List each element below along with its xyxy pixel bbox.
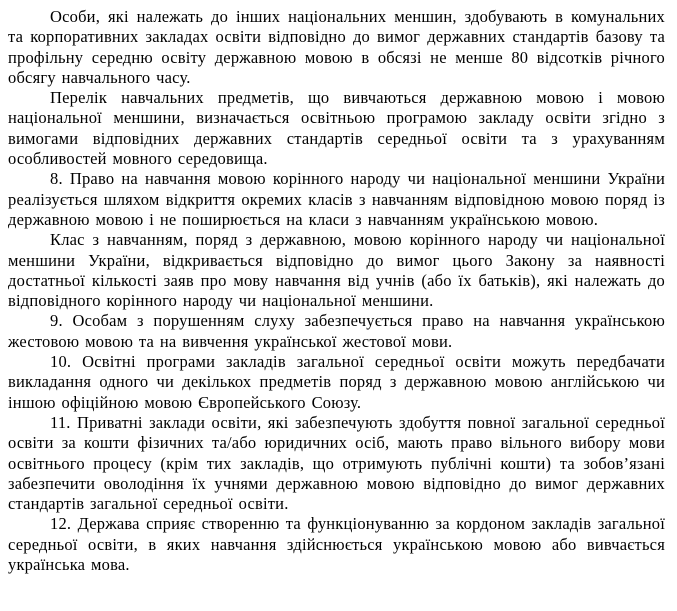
paragraph-class-opening: Клас з навчанням, поряд з державною, мовою корінного народу чи національної меншини України, відкривається відповідно до вимог цього Закону за наявності достатньої кількості заяв про мову навчання від учнів (або їх батьків), які належать до відповідного корінного народу чи національної меншини.: [8, 230, 665, 311]
paragraph-item-11: 11. Приватні заклади освіти, які забезпечують здобуття повної загальної середньої освіти за кошти фізичних та/або юридичних осіб, мають право вільного вибору мови освітнього процесу (крім тих закладів, що отримують публічні кошти) та зобов’язані забезпечити оволодіння їх учнями державною мовою відповідно до вимог державних стандартів загальної середньої освіти.: [8, 412, 665, 514]
paragraph-item-10: 10. Освітні програми закладів загальної середньої освіти можуть передбачати викладання одного чи декількох предметів поряд з державною мовою англійською чи іншою офіційною мовою Європейського Союзу.: [8, 352, 665, 412]
paragraph-item-8: 8. Право на навчання мовою корінного народу чи національної меншини України реалізується шляхом відкриття окремих класів з навчанням відповідною мовою поряд із державною мовою і не поширюється на класи з навчанням українською мовою.: [8, 169, 665, 229]
paragraph-item-12: 12. Держава сприяє створенню та функціонуванню за кордоном закладів загальної середньої освіти, в яких навчання здійснюється українською мовою або вивчається українська мова.: [8, 514, 665, 575]
paragraph-item-9: 9. Особам з порушенням слуху забезпечується право на навчання українською жестовою мовою та на вивчення української жестової мови.: [8, 311, 665, 351]
paragraph-subject-list: Перелік навчальних предметів, що вивчаються державною мовою і мовою національної меншини, визначається освітньою програмою закладу освіти згідно з вимогами відповідних державних стандартів середньої освіти та з урахуванням особливостей мовного середовища.: [8, 88, 665, 169]
paragraph-other-minorities: Особи, які належать до інших національних меншин, здобувають в комунальних та корпоративних закладах освіти відповідно до вимог державних стандартів базову та профільну середню освіту державною мовою в обсязі не менше 80 відсотків річного обсягу навчального часу.: [8, 7, 665, 87]
